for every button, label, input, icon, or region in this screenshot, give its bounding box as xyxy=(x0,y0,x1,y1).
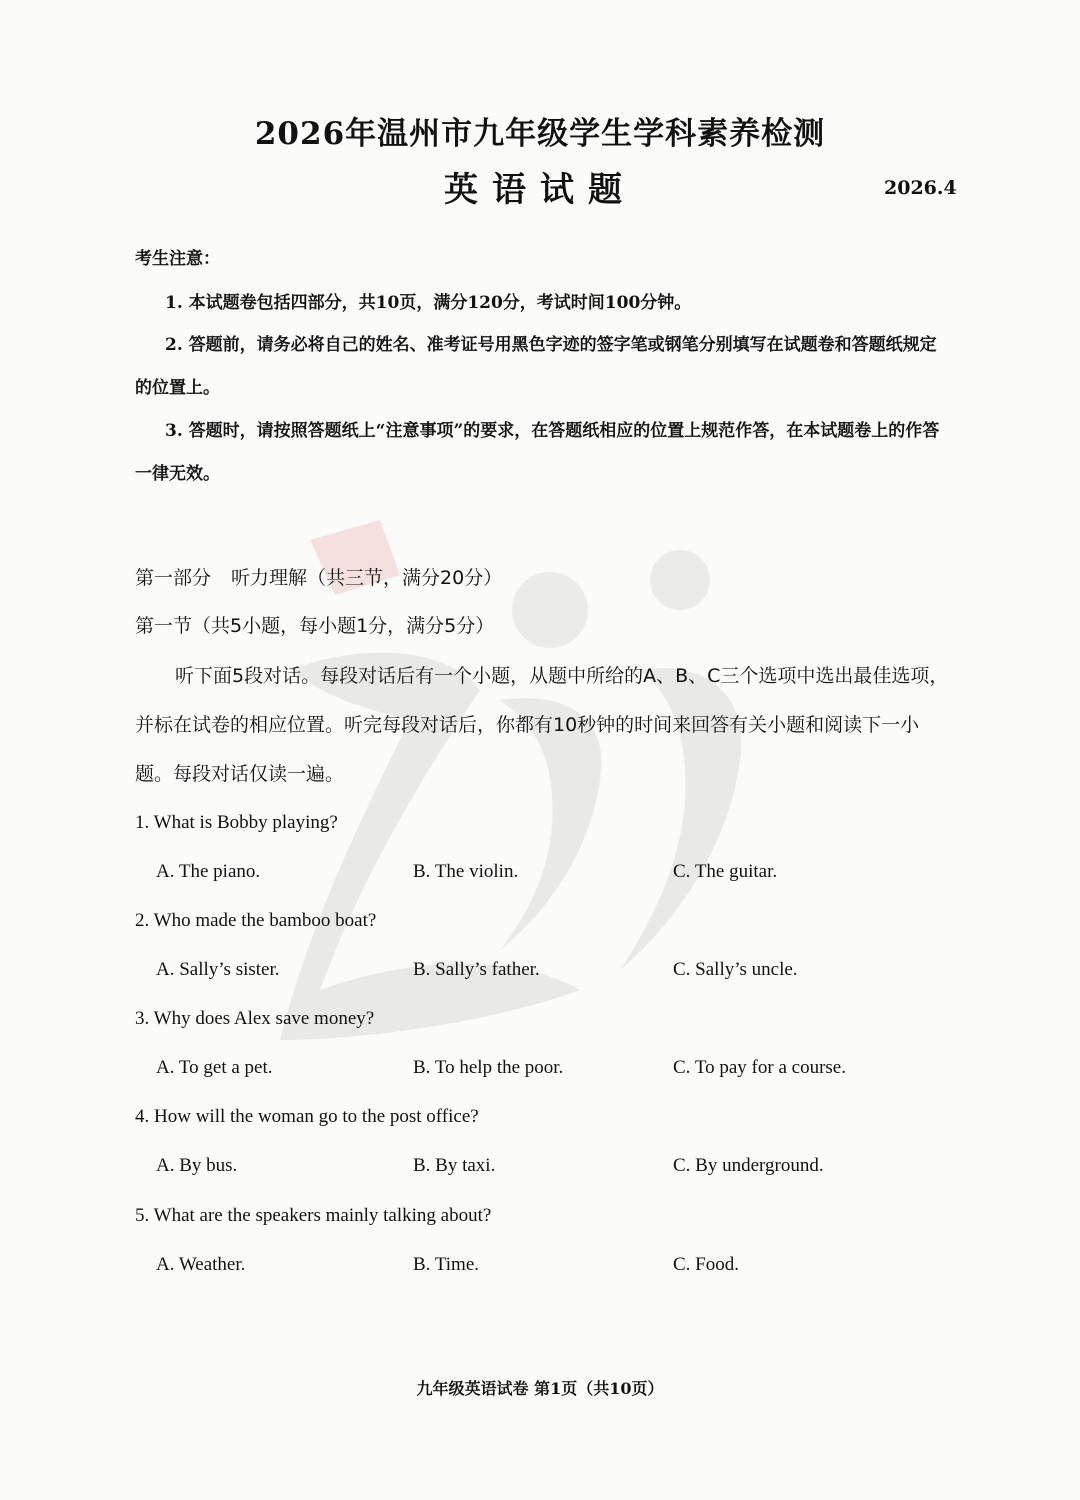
question-1: 1. What is Bobby playing? xyxy=(135,812,338,833)
page-footer: 九年级英语试卷 第1页（共10页） xyxy=(416,1379,664,1398)
option-a: A. By bus. xyxy=(156,1155,238,1176)
watermark-logo-icon xyxy=(250,520,810,1080)
section-title: 第一节（共5小题，每小题1分，满分5分） xyxy=(135,615,495,637)
option-c: C. The guitar. xyxy=(673,861,778,882)
question-3: 3. Why does Alex save money? xyxy=(135,1008,375,1029)
notice-item-1: 1. 本试题卷包括四部分，共10页，满分120分，考试时间100分钟。 xyxy=(165,293,692,313)
exam-title: 2026年温州市九年级学生学科素养检测 xyxy=(254,116,826,152)
exam-date: 2026.4 xyxy=(884,177,957,199)
option-b: B. The violin. xyxy=(413,861,519,882)
option-a: A. Weather. xyxy=(156,1254,246,1275)
part-title: 听力理解（共三节，满分20分） xyxy=(231,567,503,589)
option-c: C. By underground. xyxy=(673,1155,824,1176)
part-heading xyxy=(135,563,502,593)
exam-subtitle: 英语试题 xyxy=(444,170,636,210)
part-label: 第一部分 xyxy=(135,567,212,589)
option-b: B. Time. xyxy=(413,1254,480,1275)
option-c: C. Sally’s uncle. xyxy=(673,959,798,980)
question-4: 4. How will the woman go to the post office? xyxy=(135,1106,479,1127)
question-2: 2. Who made the bamboo boat? xyxy=(135,910,377,931)
option-a: A. Sally’s sister. xyxy=(156,959,280,980)
option-b: B. Sally’s father. xyxy=(413,959,540,980)
option-a: A. To get a pet. xyxy=(156,1057,273,1078)
section-instructions: 听下面5段对话。每段对话后有一个小题，从题中所给的A、B、C三个选项中选出最佳选项，并标在试卷的相应位置。听完每段对话后，你都有10秒钟的时间来回答有关小题和阅读下一小题。每段对话仅读一遍。 xyxy=(135,665,949,785)
option-a: A. The piano. xyxy=(156,861,261,882)
option-b: B. By taxi. xyxy=(413,1155,496,1176)
question-5: 5. What are the speakers mainly talking about? xyxy=(135,1205,492,1226)
notice-item-3: 3. 答题时，请按照答题纸上“注意事项”的要求，在答题纸相应的位置上规范作答，在本试题卷上的作答一律无效。 xyxy=(135,421,940,484)
notice-item-2: 2. 答题前，请务必将自己的姓名、准考证号用黑色字迹的签字笔或钢笔分别填写在试题卷和答题纸规定的位置上。 xyxy=(135,335,937,398)
option-c: C. Food. xyxy=(673,1254,739,1275)
option-c: C. To pay for a course. xyxy=(673,1057,846,1078)
notice-title: 考生注意： xyxy=(135,249,220,269)
option-b: B. To help the poor. xyxy=(413,1057,564,1078)
